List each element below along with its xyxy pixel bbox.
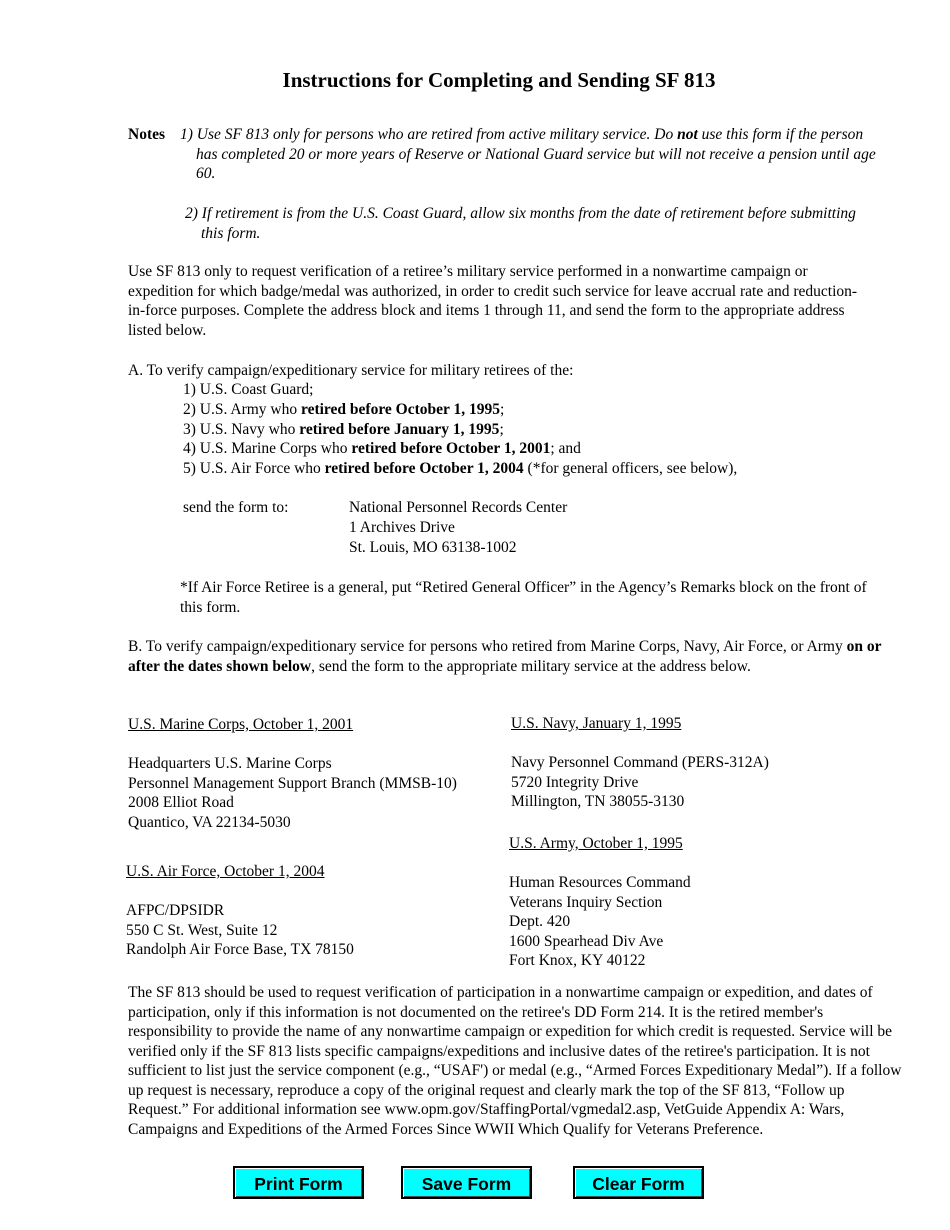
- address-line: AFPC/DPSIDR: [126, 902, 225, 919]
- print-form-button[interactable]: Print Form: [233, 1166, 364, 1199]
- save-form-button[interactable]: Save Form: [401, 1166, 532, 1199]
- address-line: Veterans Inquiry Section: [509, 893, 663, 911]
- note-1-text-a: 1) Use SF 813 only for persons who are retired from active military service. Do: [180, 126, 678, 143]
- clear-form-button[interactable]: Clear Form: [573, 1166, 704, 1199]
- marine-corps-address: [128, 754, 457, 832]
- final-paragraph: The SF 813 should be used to request verification of participation in a nonwartime campaign or expedition, and dates of participation, only if this information is not documented on the retiree's DD Form 214. It is the retired member's responsibility to provide the name of any nonwartime campaign or expedition for which credit is requested. Service will be verified only if the SF 813 lists specific campaigns/expeditions and inclusive dates of the retiree's participation. It is not sufficient to list just the service component (e.g., “USAF') or medal (e.g., “Armed Forces Expeditionary Medal”). If a follow up request is necessary, reproduce a copy of the original request and clearly mark the top of the SF 813, “Follow up Request.” For additional information see www.opm.gov/StaffingPortal/vgmedal2.asp, VetGuide Appendix A: Wars, Campaigns and Expeditions of the Armed Forces Since WWII Which Qualify for Veterans Preference.: [128, 984, 902, 1138]
- marine-corps-header: U.S. Marine Corps, October 1, 2001: [128, 716, 354, 733]
- air-force-header: U.S. Air Force, October 1, 2004: [126, 863, 325, 880]
- address-line: Navy Personnel Command (PERS-312A): [511, 754, 769, 771]
- list-item: 5) U.S. Air Force who retired before October 1, 2004 (*for general officers, see below),: [183, 460, 738, 478]
- address-line: Randolph Air Force Base, TX 78150: [126, 941, 354, 959]
- address-line: 2008 Elliot Road: [128, 794, 234, 812]
- section-a-heading: A. To verify campaign/expeditionary service for military retirees of the:: [128, 362, 574, 379]
- address-line: 1 Archives Drive: [349, 518, 455, 536]
- address-line: Millington, TN 38055-3130: [511, 793, 685, 811]
- list-item: 1) U.S. Coast Guard;: [183, 381, 314, 398]
- send-to-label: send the form to:: [183, 499, 289, 516]
- air-force-address: [126, 901, 354, 960]
- note-1: [180, 125, 876, 184]
- navy-header: U.S. Navy, January 1, 1995: [511, 715, 682, 732]
- address-line: Human Resources Command: [509, 874, 691, 891]
- notes-label: Notes: [128, 126, 166, 143]
- address-line: Quantico, VA 22134-5030: [128, 813, 291, 831]
- address-line: Headquarters U.S. Marine Corps: [128, 755, 332, 772]
- address-line: St. Louis, MO 63138-1002: [349, 538, 517, 556]
- army-header: U.S. Army, October 1, 1995: [509, 835, 683, 852]
- note-1-emphasis: not: [677, 126, 698, 143]
- intro-paragraph: Use SF 813 only to request verification of a retiree’s military service performed in a nonwartime campaign or expedition for which badge/medal was authorized, in order to credit such service for leave accrual rate and reduction-in-force purposes. Complete the address block and items 1 through 11, and send the form to the appropriate address listed below.: [128, 263, 858, 339]
- address-line: Dept. 420: [509, 913, 571, 931]
- address-line: National Personnel Records Center: [349, 499, 568, 516]
- navy-address: [511, 753, 769, 812]
- address-line: Fort Knox, KY 40122: [509, 952, 646, 970]
- address-line: 5720 Integrity Drive: [511, 773, 639, 791]
- list-item: 2) U.S. Army who retired before October 1, 1995;: [183, 400, 505, 418]
- list-item: 4) U.S. Marine Corps who retired before October 1, 2001; and: [183, 440, 581, 458]
- retiree-list: [183, 380, 737, 479]
- page-title: Instructions for Completing and Sending SF 813: [282, 68, 716, 92]
- list-item: 3) U.S. Navy who retired before January 1, 1995;: [183, 420, 504, 438]
- note-2: 2) If retirement is from the U.S. Coast Guard, allow six months from the date of retirement before submitting this form.: [185, 205, 856, 242]
- nprc-address: [349, 498, 567, 557]
- note-1-text-b: use this form if the person has completed 20 or more years of Reserve or National Guard service but will not receive a pension until age 60.: [196, 126, 876, 183]
- section-b-paragraph: B. To verify campaign/expeditionary service for persons who retired from Marine Corps, Navy, Air Force, or Army on or after the dates shown below, send the form to the appropriate military service at the address below.: [128, 638, 882, 675]
- address-line: 550 C St. West, Suite 12: [126, 921, 278, 939]
- address-line: Personnel Management Support Branch (MMSB-10): [128, 774, 457, 792]
- address-line: 1600 Spearhead Div Ave: [509, 932, 664, 950]
- air-force-general-note: *If Air Force Retiree is a general, put “Retired General Officer” in the Agency’s Remarks block on the front of this form.: [180, 579, 867, 616]
- army-address: [509, 873, 691, 971]
